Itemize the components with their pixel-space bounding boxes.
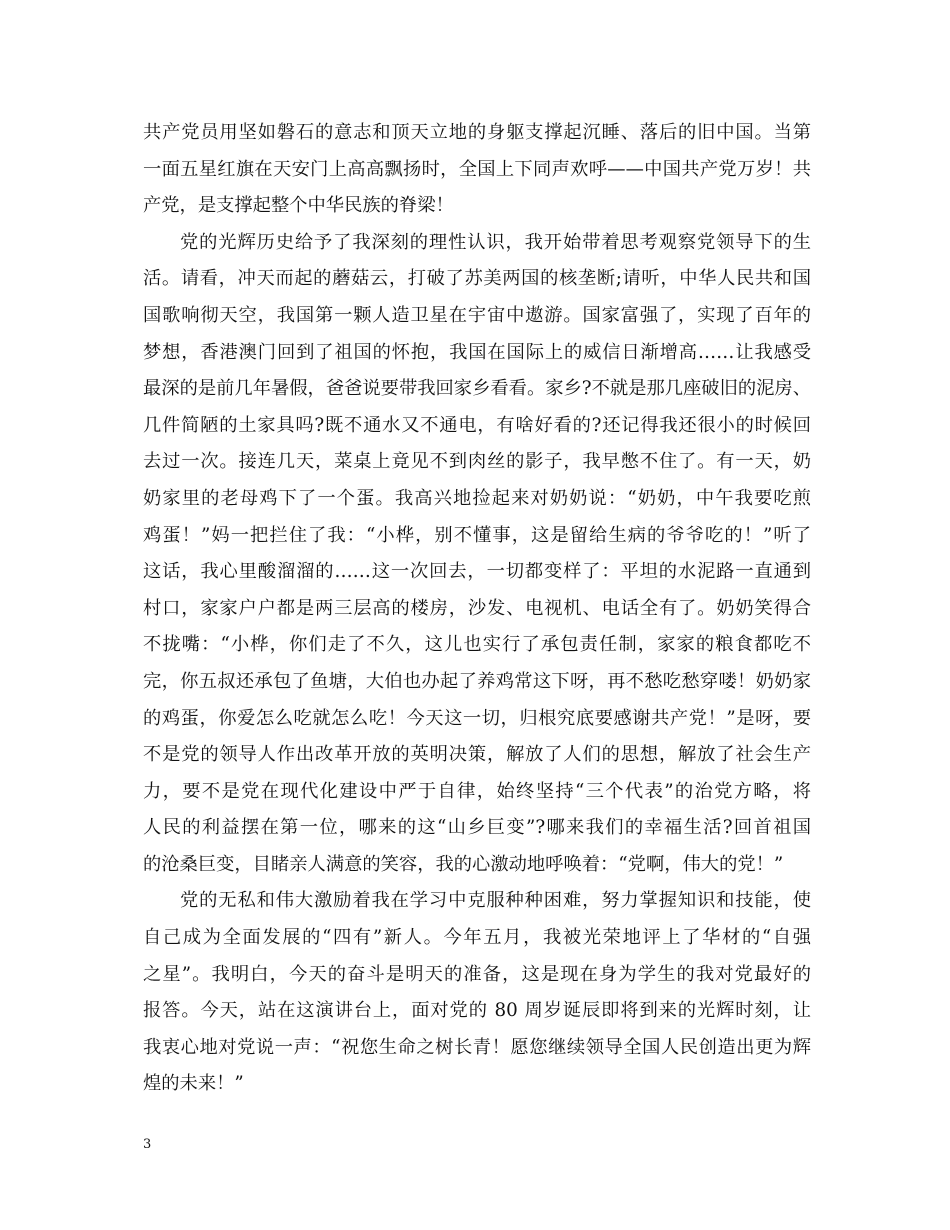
text-line: 国歌响彻天空，我国第一颗人造卫星在宇宙中遨游。国家富强了，实现了百年的 xyxy=(143,304,811,326)
text-line: 人民的利益摆在第一位，哪来的这“山乡巨变”?哪来我们的幸福生活?回首祖国 xyxy=(143,817,811,839)
text-line: 我衷心地对党说一声：“祝您生命之树长青！愿您继续领导全国人民创造出更为辉 xyxy=(143,1036,811,1058)
text-line: 奶家里的老母鸡下了一个蛋。我高兴地捡起来对奶奶说：“奶奶，中午我要吃煎 xyxy=(143,487,811,509)
text-line: 村口，家家户户都是两三层高的楼房，沙发、电视机、电话全有了。奶奶笑得合 xyxy=(143,597,811,619)
text-line: 不拢嘴：“小桦，你们走了不久，这儿也实行了承包责任制，家家的粮食都吃不 xyxy=(143,634,811,656)
text-line: 的沧桑巨变，目睹亲人满意的笑容，我的心激动地呼唤着：“党啊，伟大的党！” xyxy=(143,853,784,875)
text-line: 产党，是支撑起整个中华民族的脊梁！ xyxy=(143,195,454,217)
text-line: 活。请看，冲天而起的蘑菇云，打破了苏美两国的核垄断;请听，中华人民共和国 xyxy=(143,268,811,290)
text-line: 党的光辉历史给予了我深刻的理性认识，我开始带着思考观察党领导下的生 xyxy=(180,231,811,253)
page-number: 3 xyxy=(143,1137,152,1152)
text-line: 一面五星红旗在天安门上高高飘扬时，全国上下同声欢呼——中国共产党万岁！共 xyxy=(143,158,811,180)
text-line: 党的无私和伟大激励着我在学习中克服种种困难，努力掌握知识和技能，使 xyxy=(180,890,811,912)
text-line: 力，要不是党在现代化建设中严于自律，始终坚持“三个代表”的治党方略，将 xyxy=(143,780,811,802)
text-line: 自己成为全面发展的“四有”新人。今年五月，我被光荣地评上了华材的“自强 xyxy=(143,927,811,949)
body-text xyxy=(143,115,811,1103)
text-line: 最深的是前几年暑假，爸爸说要带我回家乡看看。家乡?不就是那几座破旧的泥房、 xyxy=(143,378,811,400)
text-line: 去过一次。接连几天，菜桌上竟见不到肉丝的影子，我早憋不住了。有一天，奶 xyxy=(143,451,811,473)
text-line: 的鸡蛋，你爱怎么吃就怎么吃！今天这一切，归根究底要感谢共产党！”是呀，要 xyxy=(143,707,811,729)
text-line: 之星”。我明白，今天的奋斗是明天的准备，这是现在身为学生的我对党最好的 xyxy=(143,963,811,985)
text-line: 梦想，香港澳门回到了祖国的怀抱，我国在国际上的威信日渐增高……让我感受 xyxy=(143,341,811,363)
text-line: 不是党的领导人作出改革开放的英明决策，解放了人们的思想，解放了社会生产 xyxy=(143,744,811,766)
text-line: 这话，我心里酸溜溜的……这一次回去，一切都变样了：平坦的水泥路一直通到 xyxy=(143,561,811,583)
text-line: 煌的未来！” xyxy=(143,1073,244,1095)
text-line: 几件简陋的土家具吗?既不通水又不通电，有啥好看的?还记得我还很小的时候回 xyxy=(143,414,811,436)
text-line: 报答。今天，站在这演讲台上，面对党的 80 周岁诞辰即将到来的光辉时刻，让 xyxy=(143,1000,811,1022)
text-line: 共产党员用坚如磐石的意志和顶天立地的身躯支撑起沉睡、落后的旧中国。当第 xyxy=(143,122,811,143)
text-line: 鸡蛋！”妈一把拦住了我：“小桦，别不懂事，这是留给生病的爷爷吃的！”听了 xyxy=(143,524,811,546)
text-line: 完，你五叔还承包了鱼塘，大伯也办起了养鸡常这下呀，再不愁吃愁穿喽！奶奶家 xyxy=(143,670,811,692)
